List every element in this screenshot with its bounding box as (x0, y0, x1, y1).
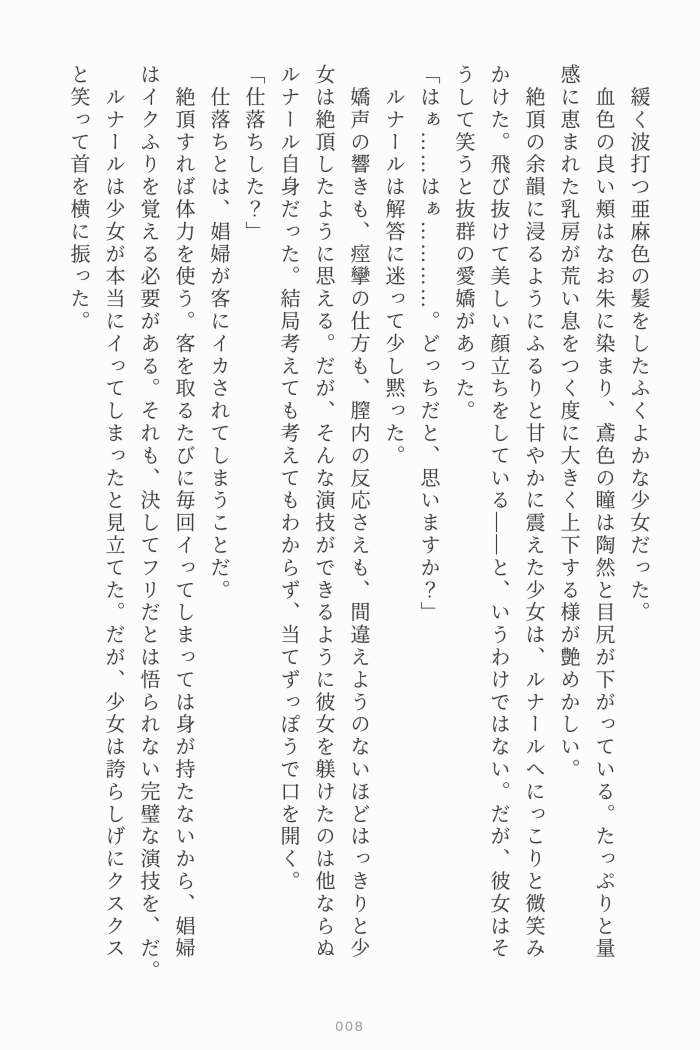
text-line: 女は絶頂したように思える。だが、そんな演技ができるように彼女を躾けたのは他ならぬ (312, 64, 334, 960)
text-line: 仕落ちとは、娼婦が客にイカされてしまうことだ。 (207, 64, 229, 602)
text-line: 緩く波打つ亜麻色の髪をしたふくよかな少女だった。 (627, 64, 649, 624)
text-line: ルナールは解答に迷って少し黙った。 (382, 64, 404, 468)
text-line: 絶頂の余韻に浸るようにふるりと甘やかに震えた少女は、ルナールへにっこりと微笑み (522, 64, 544, 960)
text-line: 血色の良い頬はなお朱に染まり、鳶色の瞳は陶然と目尻が下がっている。たっぷりと量 (592, 64, 614, 960)
text-line: ルナールは少女が本当にイってしまったと見立てた。だが、少女は誇らしげにクスクス (102, 64, 124, 960)
text-line: 「仕落ちした？」 (242, 64, 264, 244)
text-line: 嬌声の響きも、痙攣の仕方も、膣内の反応さえも、間違えようのないほどはっきりと少 (347, 64, 369, 960)
text-line: 感に恵まれた乳房が荒い息をつく度に大きく上下する様が艶めかしい。 (557, 64, 579, 781)
text-line: はイクふりを覚える必要がある。それも、決してフリだとは悟られない完璧な演技を、だ。 (137, 64, 159, 983)
text-line: 絶頂すれば体力を使う。客を取るたびに毎回イってしまっては身が持たないから、娼婦 (172, 64, 194, 960)
text-line: かけた。飛び抜けて美しい顔立ちをしている――と、いうわけではない。だが、彼女はそ (487, 64, 509, 960)
text-line: ルナール自身だった。結局考えても考えてもわからず、当てずっぽうで口を開く。 (277, 64, 299, 893)
text-line: 「はぁ……はぁ…………。どっちだと、思いますか？」 (417, 64, 439, 624)
vertical-text-block (60, 64, 655, 1009)
page-number: 008 (335, 1018, 365, 1034)
text-line: うして笑うと抜群の愛嬌があった。 (452, 64, 474, 423)
text-line: と笑って首を横に振った。 (67, 64, 89, 333)
